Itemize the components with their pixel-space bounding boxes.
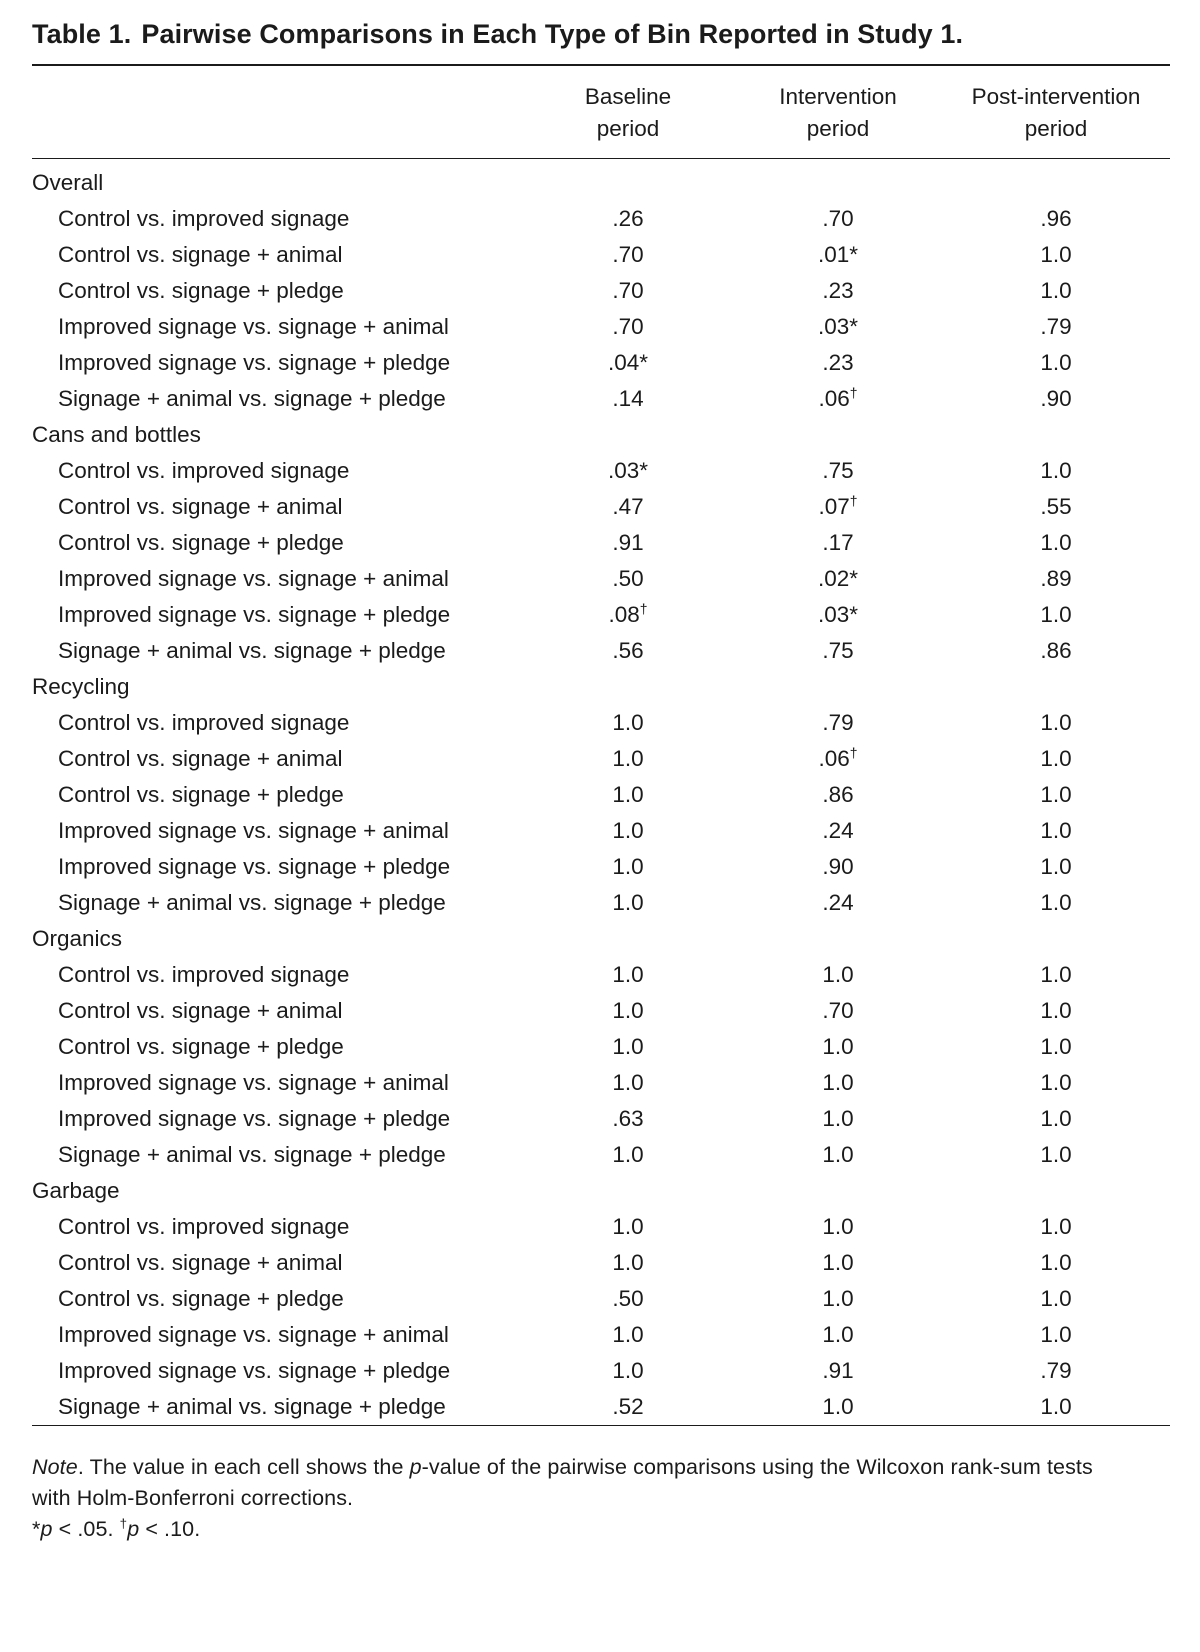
comparison-label: Control vs. improved signage (58, 458, 350, 484)
table-row (32, 381, 1170, 417)
table-title (32, 16, 1170, 52)
comparison-label: Control vs. improved signage (58, 710, 350, 736)
comparison-label: Improved signage vs. signage + pledge (58, 1106, 451, 1132)
comparison-label: Control vs. signage + animal (58, 242, 343, 268)
comparison-label: Control vs. signage + pledge (58, 278, 344, 304)
comparison-label: Control vs. improved signage (58, 1214, 350, 1240)
p-value-cell: .14 (612, 386, 644, 412)
comparison-label: Signage + animal vs. signage + pledge (58, 1142, 446, 1168)
p-value-cell: 1.0 (1040, 602, 1072, 628)
column-header-line: Intervention (779, 84, 897, 110)
table-row (32, 1317, 1170, 1353)
comparison-label: Improved signage vs. signage + animal (58, 314, 449, 340)
comparison-label: Improved signage vs. signage + animal (58, 1322, 449, 1348)
p-value-cell: 1.0 (1040, 710, 1072, 736)
p-value-cell: .91 (822, 1358, 854, 1384)
table-row (32, 1389, 1170, 1425)
p-value-cell: 1.0 (612, 1214, 644, 1240)
p-value-cell: 1.0 (1040, 746, 1072, 772)
p-value-cell: 1.0 (1040, 1106, 1072, 1132)
table-row (32, 1101, 1170, 1137)
note-significance: *p < .05. †p < .10. (32, 1516, 201, 1542)
column-header-intervention (734, 66, 942, 158)
column-header-line: Post-intervention (971, 84, 1141, 110)
table-row (32, 993, 1170, 1029)
p-value-cell: 1.0 (612, 1358, 644, 1384)
group-name: Organics (32, 926, 123, 952)
p-value-cell: 1.0 (612, 998, 644, 1024)
table-row (32, 885, 1170, 921)
table-row (32, 1353, 1170, 1389)
comparison-label: Control vs. signage + pledge (58, 782, 344, 808)
comparison-label: Control vs. signage + pledge (58, 1286, 344, 1312)
p-value-cell: 1.0 (1040, 278, 1072, 304)
table-row (32, 345, 1170, 381)
p-value-cell: .86 (1040, 638, 1072, 664)
empty-header-cell (32, 66, 522, 158)
table-title-label: Table 1. (32, 19, 132, 49)
p-value-cell: 1.0 (1040, 1034, 1072, 1060)
table-note (32, 1452, 1124, 1545)
table-row (32, 813, 1170, 849)
p-value-cell: .52 (612, 1394, 644, 1420)
p-value-cell: 1.0 (1040, 1286, 1072, 1312)
group-header-row (32, 921, 1170, 957)
p-value-cell: .06† (818, 384, 858, 412)
p-value-cell: .70 (612, 314, 644, 340)
p-value-cell: 1.0 (1040, 1142, 1072, 1168)
group-name: Overall (32, 170, 104, 196)
p-value-cell: 1.0 (1040, 350, 1072, 376)
table-row (32, 705, 1170, 741)
p-value-cell: .96 (1040, 206, 1072, 232)
pairwise-comparisons-table (32, 66, 1170, 1425)
p-value-cell: 1.0 (612, 890, 644, 916)
p-value-cell: 1.0 (1040, 1394, 1072, 1420)
p-value-cell: 1.0 (1040, 962, 1072, 988)
p-value-cell: 1.0 (1040, 1070, 1072, 1096)
column-header-line: Baseline (584, 84, 672, 110)
p-value-cell: 1.0 (612, 818, 644, 844)
p-value-cell: .50 (612, 1286, 644, 1312)
group-name: Cans and bottles (32, 422, 201, 448)
comparison-label: Signage + animal vs. signage + pledge (58, 1394, 446, 1420)
comparison-label: Improved signage vs. signage + animal (58, 818, 449, 844)
table-body (32, 159, 1170, 1425)
p-value-cell: 1.0 (822, 1250, 854, 1276)
p-value-cell: 1.0 (612, 1322, 644, 1348)
p-value-cell: .75 (822, 458, 854, 484)
table-row (32, 201, 1170, 237)
p-value-cell: 1.0 (612, 1034, 644, 1060)
comparison-label: Improved signage vs. signage + animal (58, 1070, 449, 1096)
table-row (32, 1209, 1170, 1245)
table-header (32, 66, 1170, 159)
comparison-label: Improved signage vs. signage + pledge (58, 602, 451, 628)
note-body: Note. The value in each cell shows the p-value of the pairwise comparisons using the Wilcoxon rank-sum tests with Holm-Bonferroni corrections. (32, 1455, 1093, 1511)
comparison-label: Control vs. signage + pledge (58, 530, 344, 556)
table-row (32, 309, 1170, 345)
p-value-cell: 1.0 (1040, 998, 1072, 1024)
comparison-label: Control vs. signage + pledge (58, 1034, 344, 1060)
table-row (32, 1065, 1170, 1101)
table-row (32, 1137, 1170, 1173)
p-value-cell: .04* (607, 350, 649, 376)
comparison-label: Signage + animal vs. signage + pledge (58, 386, 446, 412)
table-row (32, 1281, 1170, 1317)
p-value-cell: 1.0 (612, 854, 644, 880)
comparison-label: Improved signage vs. signage + animal (58, 566, 449, 592)
p-value-cell: .70 (822, 998, 854, 1024)
p-value-cell: 1.0 (1040, 530, 1072, 556)
group-name: Recycling (32, 674, 130, 700)
table-row (32, 1029, 1170, 1065)
p-value-cell: .03* (817, 314, 859, 340)
p-value-cell: .86 (822, 782, 854, 808)
p-value-cell: .03* (607, 458, 649, 484)
p-value-cell: .75 (822, 638, 854, 664)
table-row (32, 957, 1170, 993)
p-value-cell: 1.0 (1040, 782, 1072, 808)
p-value-cell: 1.0 (822, 962, 854, 988)
comparison-label: Signage + animal vs. signage + pledge (58, 890, 446, 916)
p-value-cell: 1.0 (612, 782, 644, 808)
table-row (32, 1245, 1170, 1281)
p-value-cell: .08† (608, 600, 648, 628)
p-value-cell: 1.0 (1040, 1322, 1072, 1348)
p-value-cell: 1.0 (612, 746, 644, 772)
group-header-row (32, 417, 1170, 453)
group-header-row (32, 159, 1170, 201)
table-title-text: Pairwise Comparisons in Each Type of Bin Reported in Study 1. (141, 19, 964, 49)
p-value-cell: 1.0 (1040, 242, 1072, 268)
p-value-cell: 1.0 (822, 1286, 854, 1312)
p-value-cell: 1.0 (612, 1070, 644, 1096)
p-value-cell: 1.0 (612, 1142, 644, 1168)
column-header-line: period (806, 116, 870, 142)
comparison-label: Control vs. improved signage (58, 206, 350, 232)
p-value-cell: 1.0 (612, 962, 644, 988)
comparison-label: Improved signage vs. signage + pledge (58, 350, 451, 376)
comparison-label: Improved signage vs. signage + pledge (58, 854, 451, 880)
p-value-cell: .50 (612, 566, 644, 592)
table-row (32, 237, 1170, 273)
p-value-cell: 1.0 (1040, 1214, 1072, 1240)
table-row (32, 453, 1170, 489)
p-value-cell: .89 (1040, 566, 1072, 592)
p-value-cell: 1.0 (1040, 854, 1072, 880)
p-value-cell: 1.0 (822, 1394, 854, 1420)
p-value-cell: .47 (612, 494, 644, 520)
table-row (32, 741, 1170, 777)
p-value-cell: 1.0 (822, 1106, 854, 1132)
table-row (32, 597, 1170, 633)
p-value-cell: 1.0 (822, 1070, 854, 1096)
table-row (32, 633, 1170, 669)
p-value-cell: 1.0 (612, 1250, 644, 1276)
p-value-cell: .24 (822, 890, 854, 916)
p-value-cell: .24 (822, 818, 854, 844)
column-header-line: period (1024, 116, 1088, 142)
p-value-cell: .70 (612, 278, 644, 304)
p-value-cell: .03* (817, 602, 859, 628)
comparison-label: Control vs. signage + animal (58, 1250, 343, 1276)
p-value-cell: .79 (822, 710, 854, 736)
comparison-label: Signage + animal vs. signage + pledge (58, 638, 446, 664)
table-row (32, 525, 1170, 561)
p-value-cell: .63 (612, 1106, 644, 1132)
p-value-cell: .01* (817, 242, 859, 268)
p-value-cell: 1.0 (1040, 458, 1072, 484)
p-value-cell: .55 (1040, 494, 1072, 520)
p-value-cell: .90 (822, 854, 854, 880)
header-row (32, 66, 1170, 158)
p-value-cell: 1.0 (822, 1034, 854, 1060)
p-value-cell: .79 (1040, 314, 1072, 340)
table-row (32, 273, 1170, 309)
column-header-post-intervention (942, 66, 1170, 158)
p-value-cell: .23 (822, 350, 854, 376)
p-value-cell: 1.0 (612, 710, 644, 736)
p-value-cell: .56 (612, 638, 644, 664)
comparison-label: Control vs. signage + animal (58, 494, 343, 520)
group-name: Garbage (32, 1178, 120, 1204)
bottom-rule (32, 1425, 1170, 1426)
column-header-baseline (522, 66, 734, 158)
p-value-cell: .70 (822, 206, 854, 232)
comparison-label: Control vs. signage + animal (58, 746, 343, 772)
p-value-cell: 1.0 (1040, 890, 1072, 916)
comparison-label: Improved signage vs. signage + pledge (58, 1358, 451, 1384)
table-row (32, 777, 1170, 813)
p-value-cell: 1.0 (822, 1142, 854, 1168)
p-value-cell: .07† (818, 492, 858, 520)
table-row (32, 561, 1170, 597)
column-header-line: period (596, 116, 660, 142)
table-row (32, 849, 1170, 885)
comparison-label: Control vs. improved signage (58, 962, 350, 988)
group-header-row (32, 669, 1170, 705)
p-value-cell: .02* (817, 566, 859, 592)
p-value-cell: .23 (822, 278, 854, 304)
p-value-cell: .06† (818, 744, 858, 772)
p-value-cell: .91 (612, 530, 644, 556)
p-value-cell: .26 (612, 206, 644, 232)
table-row (32, 489, 1170, 525)
p-value-cell: .70 (612, 242, 644, 268)
p-value-cell: .90 (1040, 386, 1072, 412)
comparison-label: Control vs. signage + animal (58, 998, 343, 1024)
p-value-cell: 1.0 (1040, 1250, 1072, 1276)
p-value-cell: .79 (1040, 1358, 1072, 1384)
p-value-cell: 1.0 (822, 1214, 854, 1240)
p-value-cell: .17 (822, 530, 854, 556)
p-value-cell: 1.0 (822, 1322, 854, 1348)
group-header-row (32, 1173, 1170, 1209)
p-value-cell: 1.0 (1040, 818, 1072, 844)
